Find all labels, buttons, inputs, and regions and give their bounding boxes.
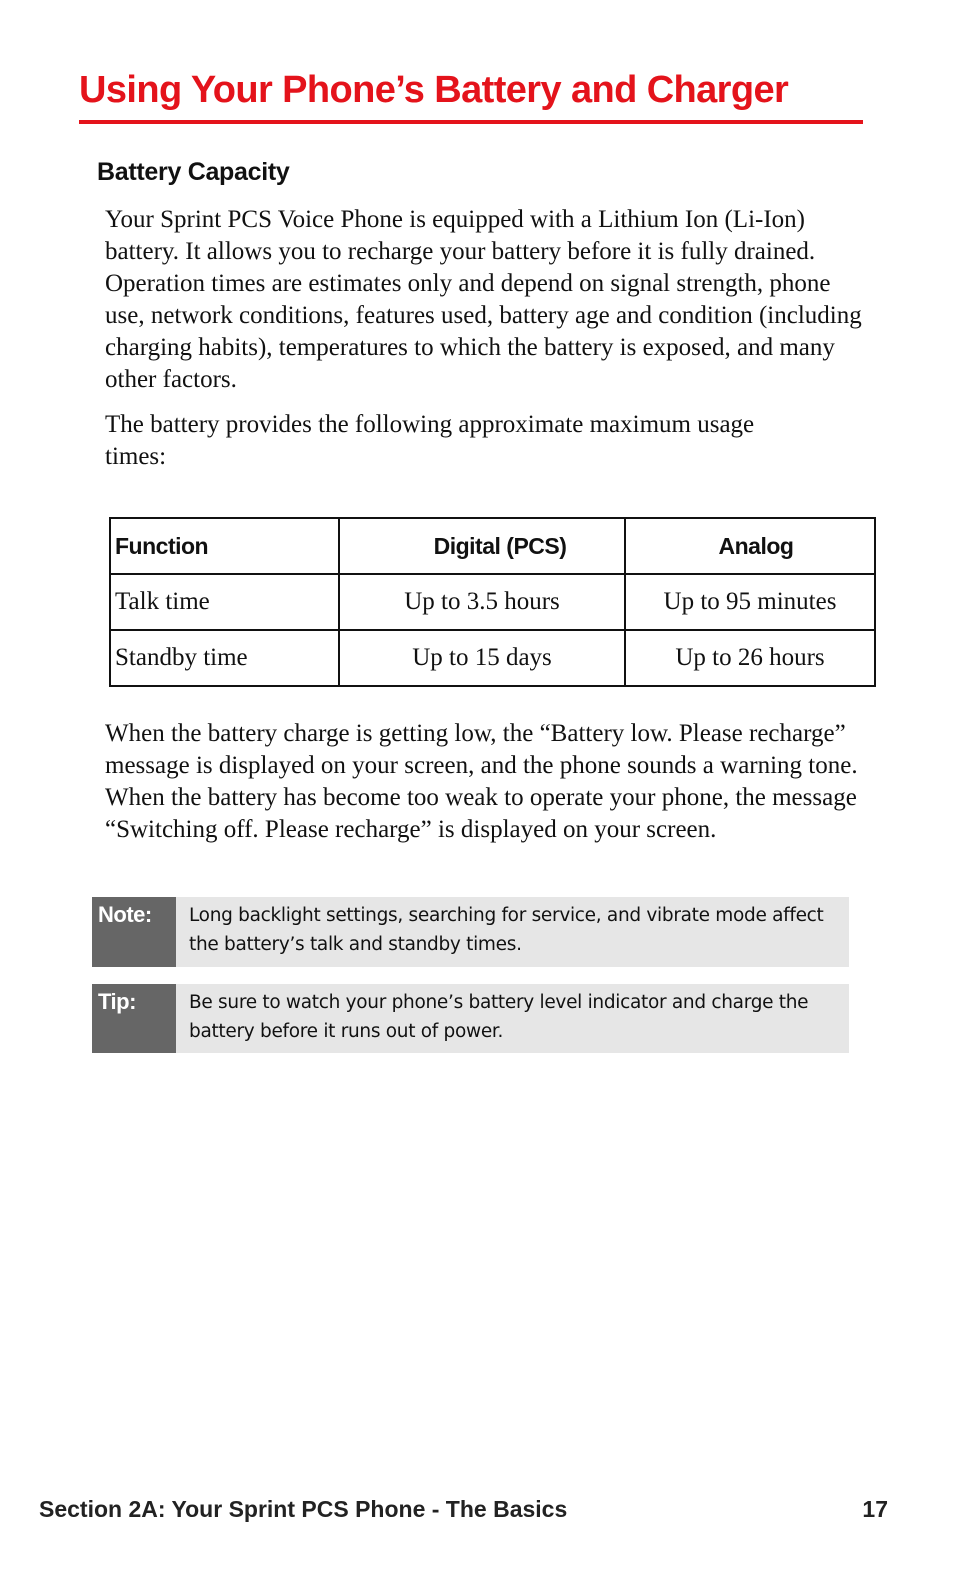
usage-intro-paragraph: The battery provides the following approximate maximum usage times: — [105, 411, 755, 470]
footer-page-number: 17 — [862, 1496, 888, 1522]
intro-paragraph: Your Sprint PCS Voice Phone is equipped with a Lithium Ion (Li-Ion) battery. It allows you to recharge your battery before it is fully drained. Operation times are estimates only and depend on signal strength, phone use, network conditions, features used, battery age and condition (including charging habits), temperatures to which the battery is exposed, and many other factors. — [105, 206, 862, 393]
section-heading: Battery Capacity — [97, 158, 290, 186]
table-cell: Up to 26 hours — [625, 630, 875, 686]
note-label: Note: — [92, 897, 176, 967]
usage-times-table — [109, 517, 876, 687]
table-header-function: Function — [110, 518, 339, 574]
title-rule — [79, 120, 863, 124]
table-header-digital: Digital (PCS) — [339, 518, 625, 574]
tip-callout — [92, 984, 849, 1053]
table-header-row — [110, 518, 875, 574]
table-cell: Talk time — [110, 574, 339, 630]
table-row — [110, 630, 875, 686]
table-cell: Up to 95 minutes — [625, 574, 875, 630]
table-row — [110, 574, 875, 630]
note-callout — [92, 897, 849, 967]
footer-section-title: Section 2A: Your Sprint PCS Phone - The Basics — [39, 1496, 568, 1522]
table-cell: Up to 3.5 hours — [339, 574, 625, 630]
page-title: Using Your Phone’s Battery and Charger — [79, 69, 789, 111]
table-cell: Up to 15 days — [339, 630, 625, 686]
tip-label: Tip: — [92, 984, 176, 1053]
table-header-analog: Analog — [625, 518, 875, 574]
tip-text: Be sure to watch your phone’s battery level indicator and charge the battery before it runs out of power. — [189, 992, 809, 1042]
low-battery-paragraph: When the battery charge is getting low, the “Battery low. Please recharge” message is displayed on your screen, and the phone sounds a warning tone. When the battery has become too weak to operate your phone, the message “Switching off. Please recharge” is displayed on your screen. — [105, 720, 858, 843]
note-text: Long backlight settings, searching for service, and vibrate mode affect the battery’s talk and standby times. — [189, 905, 824, 955]
table-cell: Standby time — [110, 630, 339, 686]
